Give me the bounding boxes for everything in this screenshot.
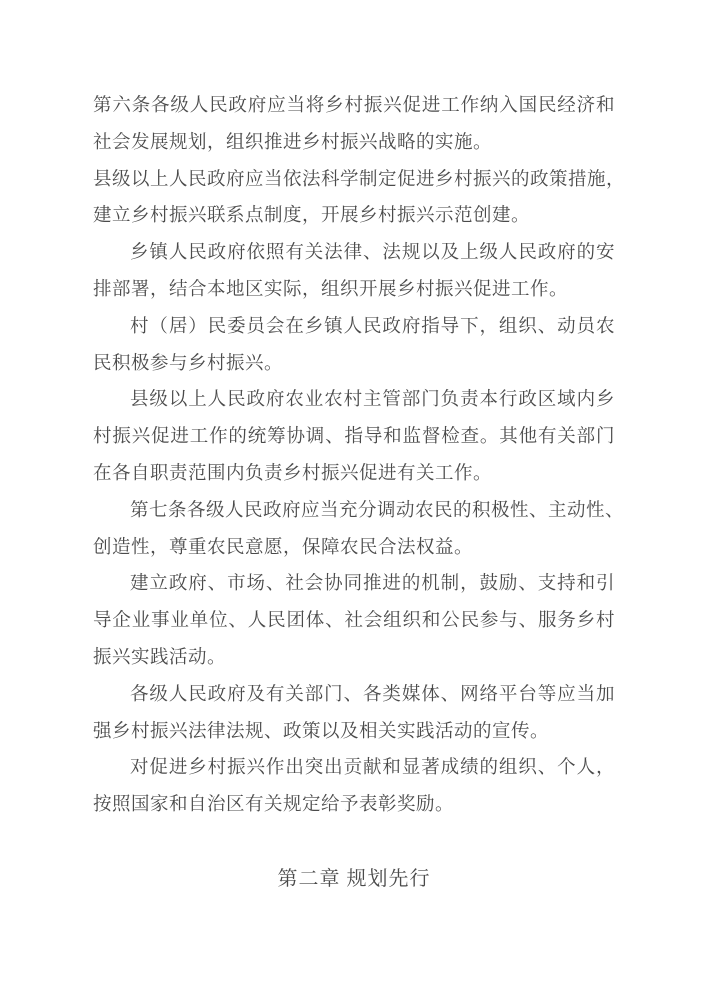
- doc-line: 排部署，结合本地区实际，组织开展乡村振兴促进工作。: [93, 279, 569, 300]
- doc-line: 村（居）民委员会在乡镇人民政府指导下，组织、动员农: [130, 316, 615, 337]
- doc-line: 对促进乡村振兴作出突出贡献和显著成绩的组织、个人，: [130, 758, 615, 779]
- doc-line: 社会发展规划，组织推进乡村振兴战略的实施。: [93, 132, 493, 153]
- doc-line: 导企业事业单位、人民团体、社会组织和公民参与、服务乡村: [93, 611, 615, 632]
- doc-line: 第七条各级人民政府应当充分调动农民的积极性、主动性、: [130, 500, 625, 521]
- doc-line: 建立乡村振兴联系点制度，开展乡村振兴示范创建。: [93, 206, 531, 227]
- doc-line: 县级以上人民政府农业农村主管部门负责本行政区域内乡: [130, 390, 615, 411]
- doc-line: 县级以上人民政府应当依法科学制定促进乡村振兴的政策措施，: [93, 169, 626, 190]
- doc-line: 第六条各级人民政府应当将乡村振兴促进工作纳入国民经济和: [93, 96, 615, 116]
- doc-line: 建立政府、市场、社会协同推进的机制，鼓励、支持和引: [130, 574, 615, 595]
- chapter-heading: 第二章 规划先行: [277, 867, 431, 890]
- doc-line: 在各自职责范围内负责乡村振兴促进有关工作。: [93, 463, 493, 484]
- doc-line: 各级人民政府及有关部门、各类媒体、网络平台等应当加: [130, 684, 615, 705]
- doc-line: 强乡村振兴法律法规、政策以及相关实践活动的宣传。: [93, 721, 550, 742]
- doc-line: 民积极参与乡村振兴。: [93, 353, 284, 374]
- doc-line: 按照国家和自治区有关规定给予表彰奖励。: [93, 795, 455, 816]
- document-text-column: [93, 88, 626, 898]
- doc-line: 乡镇人民政府依照有关法律、法规以及上级人民政府的安: [130, 243, 615, 264]
- doc-line: 创造性，尊重农民意愿，保障农民合法权益。: [93, 537, 474, 558]
- doc-line: 振兴实践活动。: [93, 647, 227, 668]
- doc-line: 村振兴促进工作的统筹协调、指导和监督检查。其他有关部门: [93, 427, 615, 448]
